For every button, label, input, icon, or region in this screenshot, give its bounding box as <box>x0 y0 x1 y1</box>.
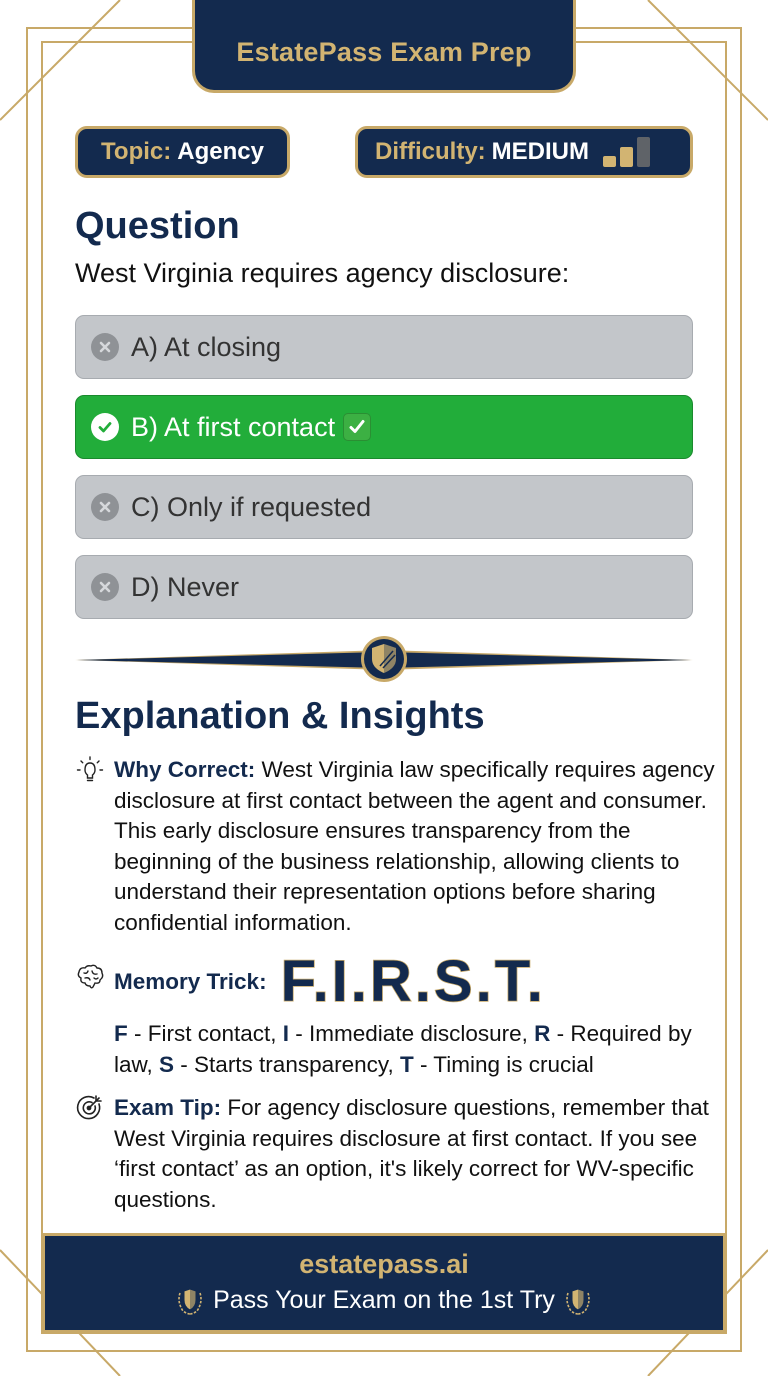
exam-tip-text: For agency disclosure questions, remember that West Virginia requires disclosure at first contact. If you see ‘first contact’ as an option, it's likely correct for WV-specific questions. <box>114 1095 709 1212</box>
acronym-meaning: - Timing is crucial <box>413 1051 594 1077</box>
x-circle-icon <box>91 493 119 521</box>
lightbulb-icon <box>75 755 105 785</box>
why-correct-text: West Virginia law specifically requires agency disclosure at first contact between the agent and consumer. This early disclosure ensures transparency from the beginning of the business relationship, allowing clients to understand their representation options before sharing confidential information. <box>114 757 715 935</box>
question-text: West Virginia requires agency disclosure: <box>75 258 570 288</box>
brain-icon <box>75 962 105 992</box>
answer-option-b[interactable] <box>75 395 693 459</box>
difficulty-badge <box>355 126 693 178</box>
footer-banner <box>42 1233 726 1333</box>
header-banner <box>192 0 576 93</box>
acronym-meaning: - Starts transparency, <box>174 1051 400 1077</box>
x-circle-icon <box>91 333 119 361</box>
footer-tagline: Pass Your Exam on the 1st Try <box>213 1286 555 1314</box>
acronym-letter: I <box>282 1021 290 1046</box>
topic-value: Agency <box>177 138 264 165</box>
difficulty-bars-icon <box>603 137 650 167</box>
acronym-meaning: - Required by law, <box>114 1021 692 1077</box>
question-heading: Question <box>75 205 240 247</box>
memory-trick-section <box>75 948 715 1080</box>
topic-badge <box>75 126 290 178</box>
memory-trick-label: Memory Trick: <box>114 968 267 994</box>
footer-site-link[interactable]: estatepass.ai <box>299 1248 469 1279</box>
why-correct-section <box>75 755 715 938</box>
difficulty-value: MEDIUM <box>491 138 589 165</box>
acronym-letter: R <box>534 1021 551 1046</box>
acronym-letter: S <box>159 1051 175 1077</box>
exam-tip-section <box>75 1093 715 1215</box>
laurel-shield-icon <box>561 1284 595 1318</box>
answer-option-d[interactable] <box>75 555 693 619</box>
acronym-letter: F <box>114 1021 128 1046</box>
answer-option-a[interactable] <box>75 315 693 379</box>
option-label: B) At first contact <box>131 411 336 442</box>
x-circle-icon <box>91 573 119 601</box>
option-label: A) At closing <box>131 331 282 362</box>
topic-label: Topic: <box>101 138 172 165</box>
acronym-breakdown <box>114 1019 715 1080</box>
why-correct-label: Why Correct: <box>114 757 256 782</box>
laurel-shield-icon <box>173 1284 207 1318</box>
memory-acronym: F.I.R.S.T. <box>280 949 546 1014</box>
app-title: EstatePass Exam Prep <box>236 37 532 67</box>
answer-option-c[interactable] <box>75 475 693 539</box>
check-box-emoji-icon <box>343 413 371 441</box>
acronym-meaning: - First contact, <box>127 1021 283 1046</box>
option-label: C) Only if requested <box>131 491 372 522</box>
exam-tip-label: Exam Tip: <box>114 1095 222 1120</box>
acronym-meaning: - Immediate disclosure, <box>289 1021 535 1046</box>
explanation-heading: Explanation & Insights <box>75 695 485 737</box>
target-icon <box>75 1093 105 1123</box>
acronym-letter: T <box>399 1051 414 1077</box>
option-label: D) Never <box>131 571 240 602</box>
difficulty-label: Difficulty: <box>375 138 486 165</box>
check-circle-icon <box>91 413 119 441</box>
section-divider <box>75 633 693 683</box>
